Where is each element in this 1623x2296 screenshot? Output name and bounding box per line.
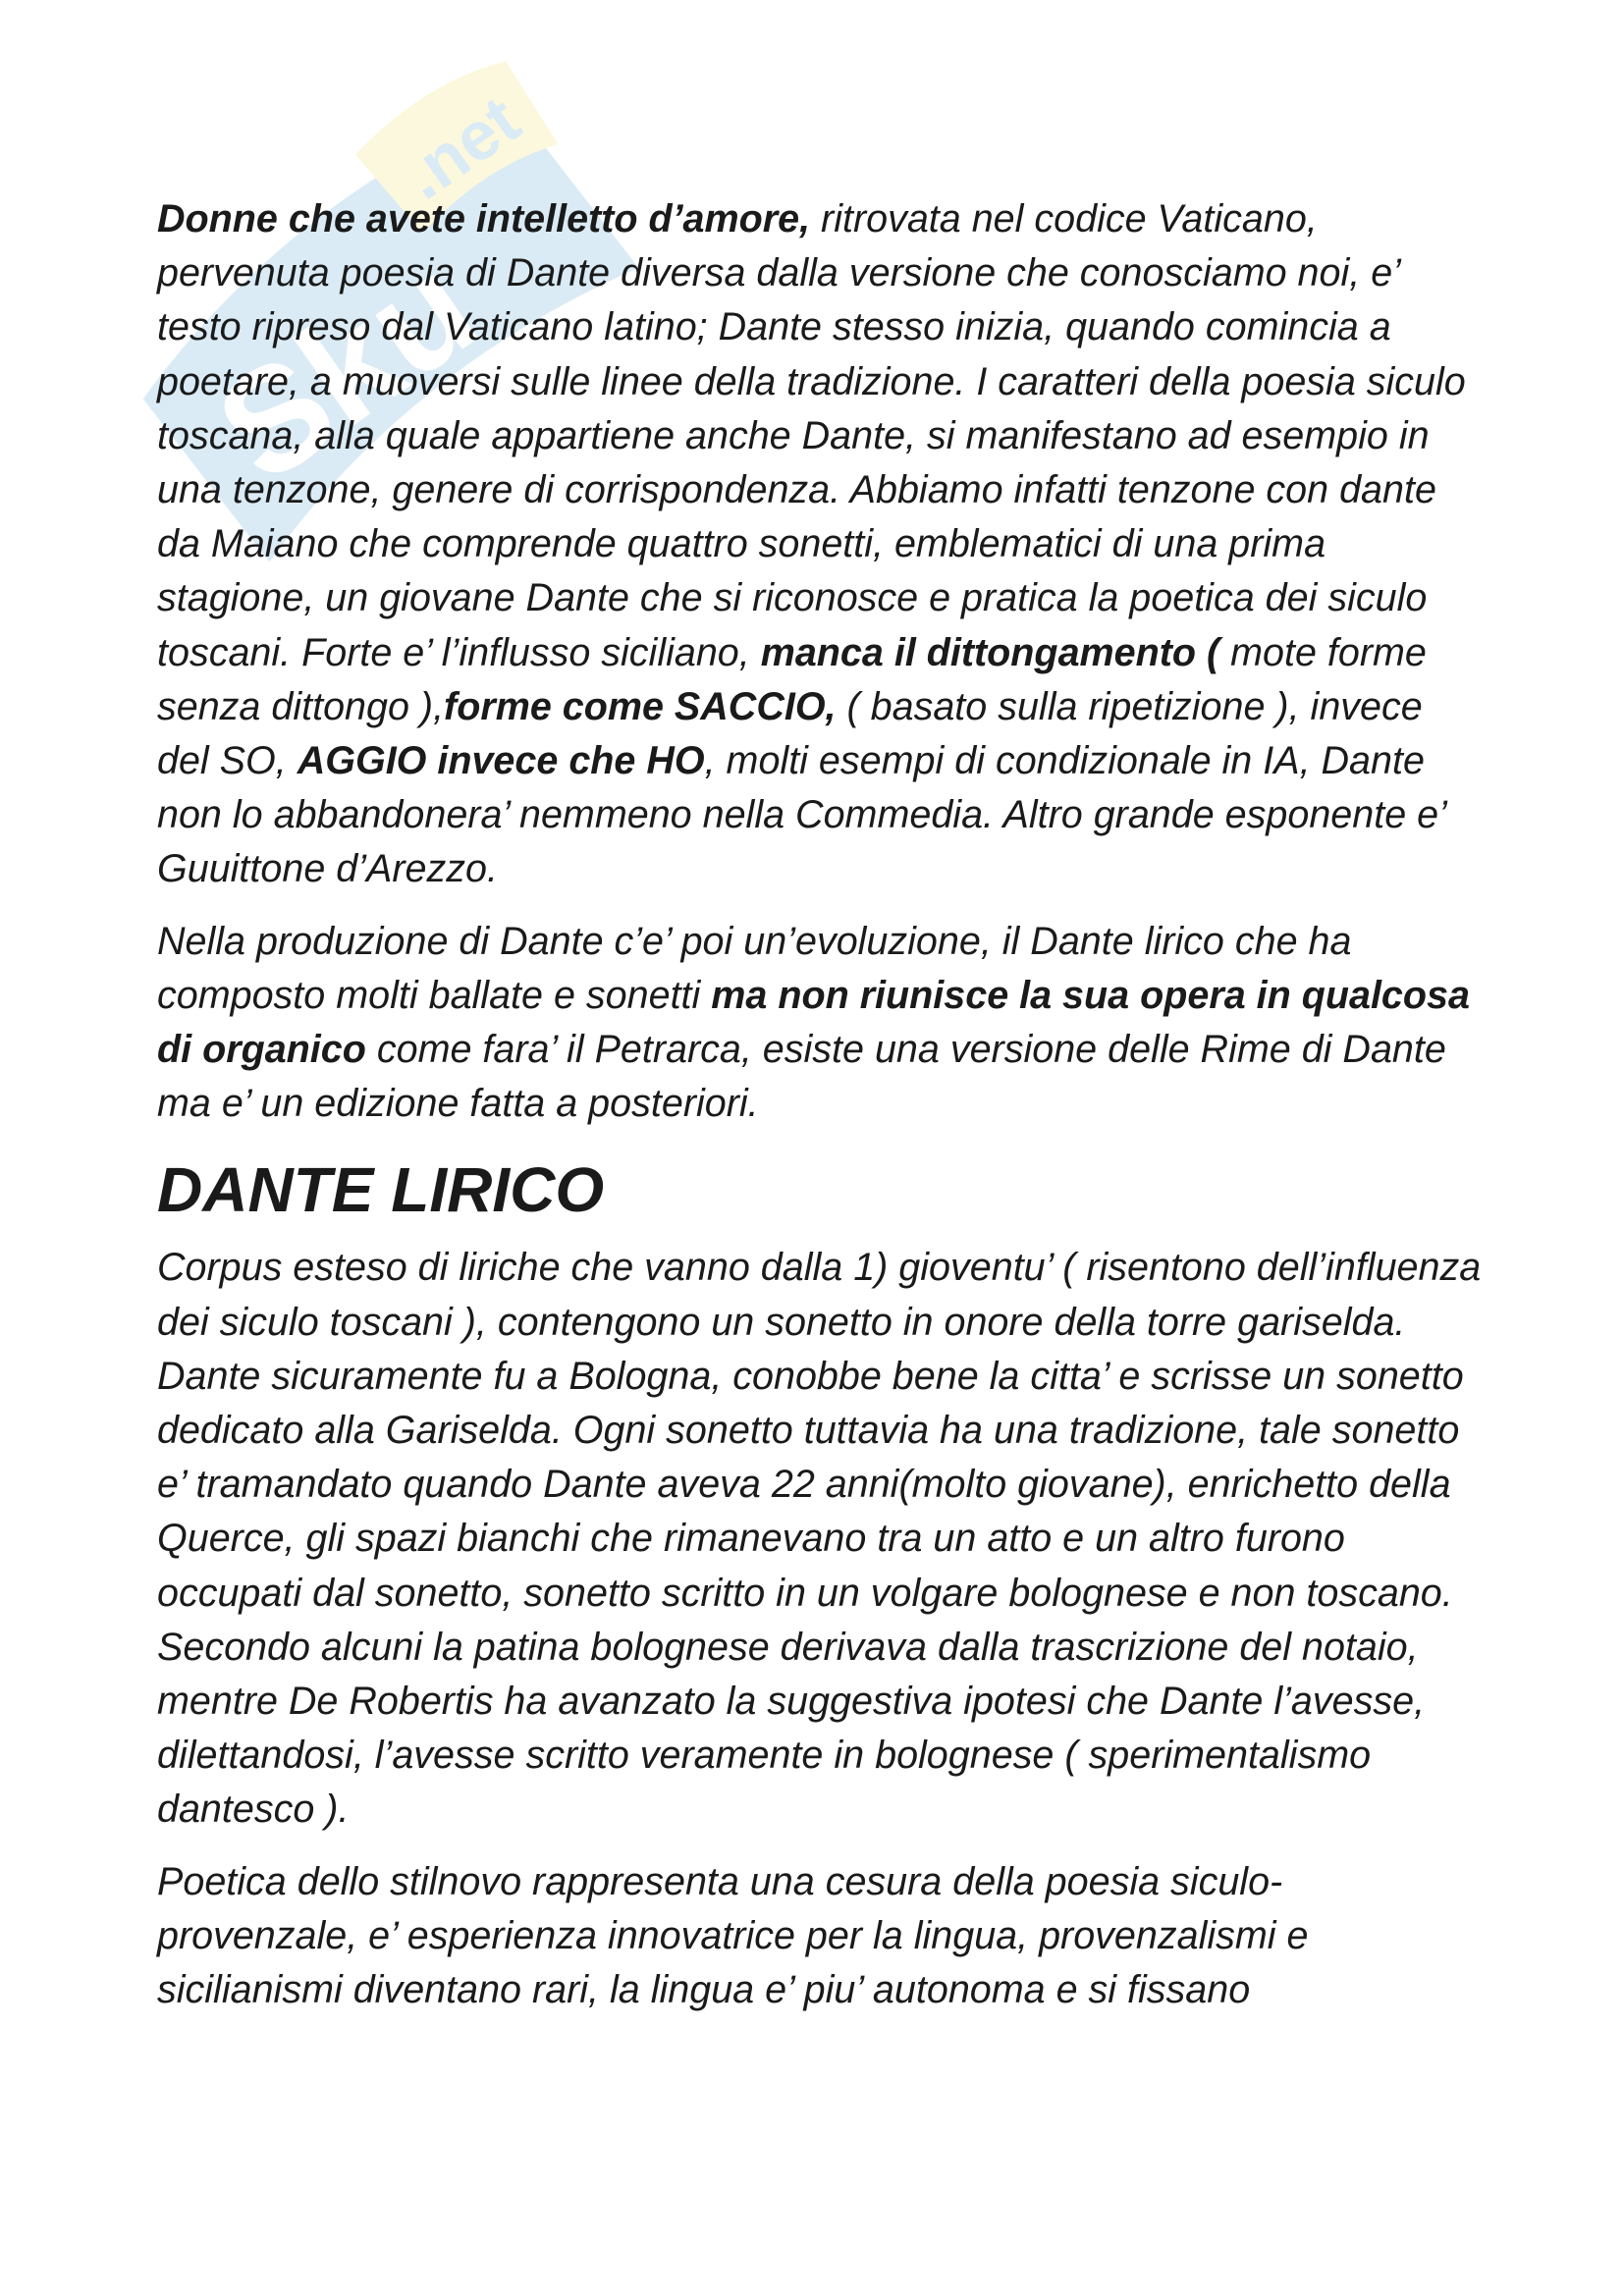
- svg-text:.net: .net: [389, 80, 533, 214]
- section-heading-dante-lirico: DANTE LIRICO: [157, 1154, 605, 1226]
- paragraph-corpus-esteso: Corpus esteso di liriche che vanno dalla 1) gioventu’ ( risentono dell’influenza dei siculo toscani ), contengono un sonetto in onore della torre gariselda. Dante sicuramente fu a Bologna, conobbe bene la citta’ e scrisse un sonetto dedicato alla Gariselda. Ogni sonetto tuttavia ha una tradizione, tale sonetto e’ tramandato quando Dante aveva 22 anni(molto giovane), enrichetto della Querce, gli spazi bianchi che rimanevano tra un atto e un altro furono occupati dal sonetto, sonetto scritto in un volgare bolognese e non toscano. Secondo alcuni la patina bolognese derivava dalla trascrizione del notaio, mentre De Robertis ha avanzato la suggestiva ipotesi che Dante l’avesse, dilettandosi, l’avesse scritto veramente in bolognese ( sperimentalismo dantesco ).: [157, 1246, 1482, 1832]
- paragraph-donne-che-avete: Donne che avete intelletto d’amore, ritrovata nel codice Vaticano, pervenuta poesia di Dante diversa dalla versione che conosciamo noi, e’ testo ripreso dal Vaticano latino; Dante stesso inizia, quando comincia a poetare, a muoversi sulle linee della tradizione. I caratteri della poesia siculo toscana, alla quale appartiene anche Dante, si manifestano ad esempio in una tenzone, genere di corrispondenza. Abbiamo infatti tenzone con dante da Maiano che comprende quattro sonetti, emblematici di una prima stagione, un giovane Dante che si riconosce e pratica la poetica dei siculo toscani. Forte e’ l’influsso siciliano, manca il dittongamento ( mote forme senza dittongo ),forme come SACCIO, ( basato sulla ripetizione ), invece del SO, AGGIO invece che HO, molti esempi di condizionale in IA, Dante non lo abbandonera’ nemmeno nella Commedia. Altro grande esponente e’ Guuittone d’Arezzo.: [157, 197, 1466, 891]
- document-body: [157, 192, 1483, 2017]
- paragraph-stilnovo: Poetica dello stilnovo rappresenta una cesura della poesia siculo-provenzale, e’ esperienza innovatrice per la lingua, provenzalismi e sicilianismi diventano rari, la lingua e’ piu’ autonoma e si fissano: [157, 1859, 1309, 2012]
- paragraph-evoluzione: Nella produzione di Dante c’e’ poi un’evoluzione, il Dante lirico che ha composto molti ballate e sonetti ma non riunisce la sua opera in qualcosa di organico come fara’ il Petrarca, esiste una versione delle Rime di Dante ma e’ un edizione fatta a posteriori.: [157, 919, 1470, 1126]
- watermark-brand-text: Sku: [188, 223, 505, 513]
